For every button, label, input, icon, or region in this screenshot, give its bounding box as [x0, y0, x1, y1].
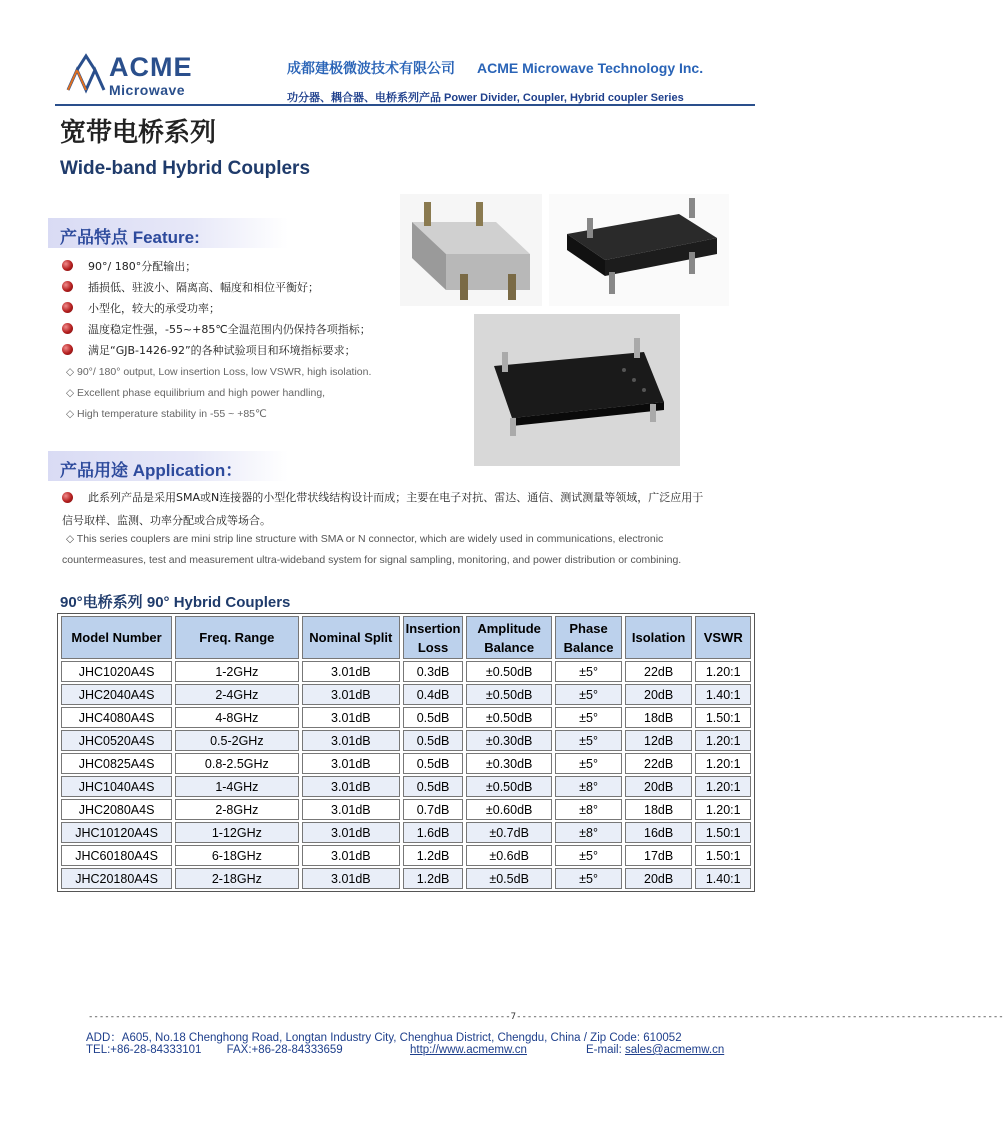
table-cell: ±0.6dB	[466, 845, 552, 866]
table-header-row	[61, 616, 751, 659]
feature-item-cn: 小型化，较大的承受功率；	[88, 302, 220, 315]
table-cell: 1.2dB	[403, 868, 463, 889]
column-header-line: Phase	[569, 620, 608, 636]
table-cell: 3.01dB	[302, 868, 401, 889]
table-cell: 4-8GHz	[175, 707, 298, 728]
footer-tel: TEL:+86-28-84333101	[86, 1044, 202, 1056]
column-header-line: Nominal Split	[309, 630, 393, 645]
table-cell: 22dB	[625, 661, 693, 682]
table-row	[61, 730, 751, 751]
column-header-line: Balance	[563, 639, 614, 655]
table-cell: 1.20:1	[695, 799, 751, 820]
table-cell: 1.50:1	[695, 845, 751, 866]
table-cell: 0.8-2.5GHz	[175, 753, 298, 774]
product-series-line: 功分器、耦合器、电桥系列产品 Power Divider, Coupler, Hybrid coupler Series	[287, 92, 684, 104]
table-cell: ±0.50dB	[466, 661, 552, 682]
table-cell: 1-4GHz	[175, 776, 298, 797]
company-name-cn: 成都建极微波技术有限公司	[287, 60, 455, 76]
feature-item-en: ◇ Excellent phase equilibrium and high power handling,	[66, 387, 326, 399]
bullet-icon	[62, 302, 73, 313]
column-header	[695, 616, 751, 659]
table-cell: 2-18GHz	[175, 868, 298, 889]
column-header	[175, 616, 298, 659]
table-cell: 17dB	[625, 845, 693, 866]
footer-contact	[86, 1044, 736, 1056]
feature-item-en: ◇ 90°/ 180° output, Low insertion Loss, low VSWR, high isolation.	[66, 366, 372, 378]
table-cell: 3.01dB	[302, 822, 401, 843]
column-header	[302, 616, 401, 659]
model-number-cell: JHC0520A4S	[61, 730, 172, 751]
table-cell: 1.20:1	[695, 730, 751, 751]
table-cell: 3.01dB	[302, 730, 401, 751]
table-cell: 1.40:1	[695, 868, 751, 889]
table-row	[61, 661, 751, 682]
table-row	[61, 684, 751, 705]
bullet-icon	[62, 492, 73, 503]
table-cell: 1.50:1	[695, 822, 751, 843]
logo-name: ACME	[109, 52, 193, 82]
table-cell: ±0.50dB	[466, 684, 552, 705]
footer-email-link[interactable]: sales@acmemw.cn	[624, 1044, 725, 1056]
table-cell: 18dB	[625, 707, 693, 728]
column-header	[61, 616, 172, 659]
column-header-line: Model Number	[71, 630, 162, 645]
column-header	[555, 616, 622, 659]
column-header-line: Freq. Range	[199, 630, 275, 645]
footer-email	[586, 1044, 724, 1056]
table-cell: 0.5dB	[403, 730, 463, 751]
model-number-cell: JHC1020A4S	[61, 661, 172, 682]
table-row	[61, 822, 751, 843]
table-row	[61, 868, 751, 889]
table-cell: 0.5dB	[403, 753, 463, 774]
table-cell: ±5°	[555, 684, 622, 705]
table-cell: ±8°	[555, 799, 622, 820]
model-number-cell: JHC4080A4S	[61, 707, 172, 728]
table-cell: 1-12GHz	[175, 822, 298, 843]
table-cell: 1.20:1	[695, 753, 751, 774]
model-number-cell: JHC0825A4S	[61, 753, 172, 774]
table-cell: 3.01dB	[302, 684, 401, 705]
model-number-cell: JHC1040A4S	[61, 776, 172, 797]
model-number-cell: JHC2040A4S	[61, 684, 172, 705]
table-cell: 0.4dB	[403, 684, 463, 705]
table-cell: ±5°	[555, 661, 622, 682]
model-number-cell: JHC60180A4S	[61, 845, 172, 866]
table-cell: 22dB	[625, 753, 693, 774]
table-cell: 12dB	[625, 730, 693, 751]
table-cell: 0.3dB	[403, 661, 463, 682]
column-header-line: Amplitude	[477, 620, 541, 636]
table-cell: ±0.7dB	[466, 822, 552, 843]
table-cell: ±5°	[555, 868, 622, 889]
table-cell: ±0.60dB	[466, 799, 552, 820]
footer-website-link[interactable]: http://www.acmemw.cn	[410, 1044, 527, 1056]
application-text-cn: 此系列产品是采用SMA或N连接器的小型化带状线结构设计而成；主要在电子对抗、雷达、通信、测试测量等领域，广泛应用于	[88, 491, 704, 504]
footer-address: ADD：A605, No.18 Chenghong Road, Longtan Industry City, Chenghua District, Chengdu, China / Zip Code: 610052	[86, 1032, 682, 1044]
table-row	[61, 776, 751, 797]
column-header-line: VSWR	[703, 630, 743, 645]
column-header	[403, 616, 463, 659]
column-header	[625, 616, 693, 659]
feature-item-cn: 90°/ 180°分配输出；	[88, 260, 197, 273]
table-cell: 2-8GHz	[175, 799, 298, 820]
table-cell: 2-4GHz	[175, 684, 298, 705]
footer-fax: FAX:+86-28-84333659	[226, 1044, 343, 1056]
bullet-icon	[62, 344, 73, 355]
table-cell: ±0.30dB	[466, 753, 552, 774]
footer-email-label: E-mail:	[586, 1044, 625, 1056]
table-cell: ±0.50dB	[466, 776, 552, 797]
table-cell: 0.7dB	[403, 799, 463, 820]
feature-heading: 产品特点 Feature:	[60, 228, 200, 247]
page-title-en: Wide-band Hybrid Couplers	[60, 158, 311, 179]
model-number-cell: JHC20180A4S	[61, 868, 172, 889]
table-cell: ±8°	[555, 776, 622, 797]
table-cell: 3.01dB	[302, 661, 401, 682]
company-name	[287, 58, 703, 78]
column-header-line: Insertion	[405, 620, 461, 636]
table-cell: 6-18GHz	[175, 845, 298, 866]
spec-table	[57, 613, 755, 892]
bullet-icon	[62, 281, 73, 292]
column-header-line: Loss	[417, 639, 449, 655]
table-cell: 1-2GHz	[175, 661, 298, 682]
product-photo-black-coupler	[549, 194, 729, 306]
model-number-cell: JHC2080A4S	[61, 799, 172, 820]
table-row	[61, 707, 751, 728]
column-header	[466, 616, 552, 659]
application-heading: 产品用途 Application：	[60, 461, 243, 480]
table-row	[61, 845, 751, 866]
table-cell: 3.01dB	[302, 845, 401, 866]
column-header-line: Balance	[484, 639, 535, 655]
footer-dashes: ------------------------------------------------------------------------------	[88, 1012, 511, 1022]
bullet-icon	[62, 323, 73, 334]
table-cell: 16dB	[625, 822, 693, 843]
bullet-icon	[62, 260, 73, 271]
table-cell: 3.01dB	[302, 753, 401, 774]
application-text-en: ◇ This series couplers are mini strip line structure with SMA or N connector, which are widely used in communications, electronic	[66, 533, 664, 545]
table-cell: ±0.5dB	[466, 868, 552, 889]
company-name-en: ACME Microwave Technology Inc.	[477, 60, 704, 76]
table-cell: ±5°	[555, 730, 622, 751]
page-title-cn: 宽带电桥系列	[60, 118, 217, 148]
company-logo	[66, 52, 211, 102]
table-cell: 1.40:1	[695, 684, 751, 705]
product-photo-silver-coupler	[400, 194, 542, 306]
table-cell: ±5°	[555, 845, 622, 866]
table-cell: 18dB	[625, 799, 693, 820]
feature-item-cn: 插损低、驻波小、隔离高、幅度和相位平衡好；	[88, 281, 319, 294]
table-cell: ±0.50dB	[466, 707, 552, 728]
table-cell: 20dB	[625, 776, 693, 797]
table-cell: 3.01dB	[302, 799, 401, 820]
table-row	[61, 753, 751, 774]
footer-page-separator	[88, 1012, 1004, 1022]
table-cell: 0.5-2GHz	[175, 730, 298, 751]
application-text-en-cont: countermeasures, test and measurement ultra-wideband system for signal sampling, monitoring, and power distribution or combining.	[62, 554, 682, 566]
feature-banner	[48, 218, 288, 248]
table-cell: 1.50:1	[695, 707, 751, 728]
table-cell: 3.01dB	[302, 776, 401, 797]
feature-item-cn: 满足“GJB-1426-92”的各种试验项目和环境指标要求；	[88, 344, 356, 357]
table-cell: ±5°	[555, 707, 622, 728]
table-cell: 1.6dB	[403, 822, 463, 843]
logo-mark-icon	[66, 54, 106, 98]
table-cell: 20dB	[625, 684, 693, 705]
column-header-line: Isolation	[631, 630, 686, 645]
table-cell: ±5°	[555, 753, 622, 774]
footer-dashes: ------------------------------------------------------------------------------------------	[516, 1012, 1004, 1022]
table-row	[61, 799, 751, 820]
feature-item-cn: 温度稳定性强，-55~+85℃全温范围内仍保持各项指标；	[88, 323, 371, 336]
table-cell: ±8°	[555, 822, 622, 843]
application-text-cn-cont: 信号取样、监测、功率分配或合成等场合。	[62, 514, 271, 527]
logo-subtitle: Microwave	[109, 82, 186, 98]
table-cell: 20dB	[625, 868, 693, 889]
table-cell: 0.5dB	[403, 776, 463, 797]
application-banner	[48, 451, 288, 481]
table-cell: 1.20:1	[695, 776, 751, 797]
product-photo-long-coupler	[474, 314, 680, 466]
model-number-cell: JHC10120A4S	[61, 822, 172, 843]
table-title: 90°电桥系列 90° Hybrid Couplers	[60, 594, 291, 611]
header-divider	[55, 104, 755, 106]
table-cell: 1.2dB	[403, 845, 463, 866]
page-number: 7	[510, 1012, 517, 1022]
table-cell: ±0.30dB	[466, 730, 552, 751]
table-cell: 0.5dB	[403, 707, 463, 728]
feature-item-en: ◇ High temperature stability in -55 ~ +85℃	[66, 408, 267, 420]
table-cell: 3.01dB	[302, 707, 401, 728]
table-cell: 1.20:1	[695, 661, 751, 682]
